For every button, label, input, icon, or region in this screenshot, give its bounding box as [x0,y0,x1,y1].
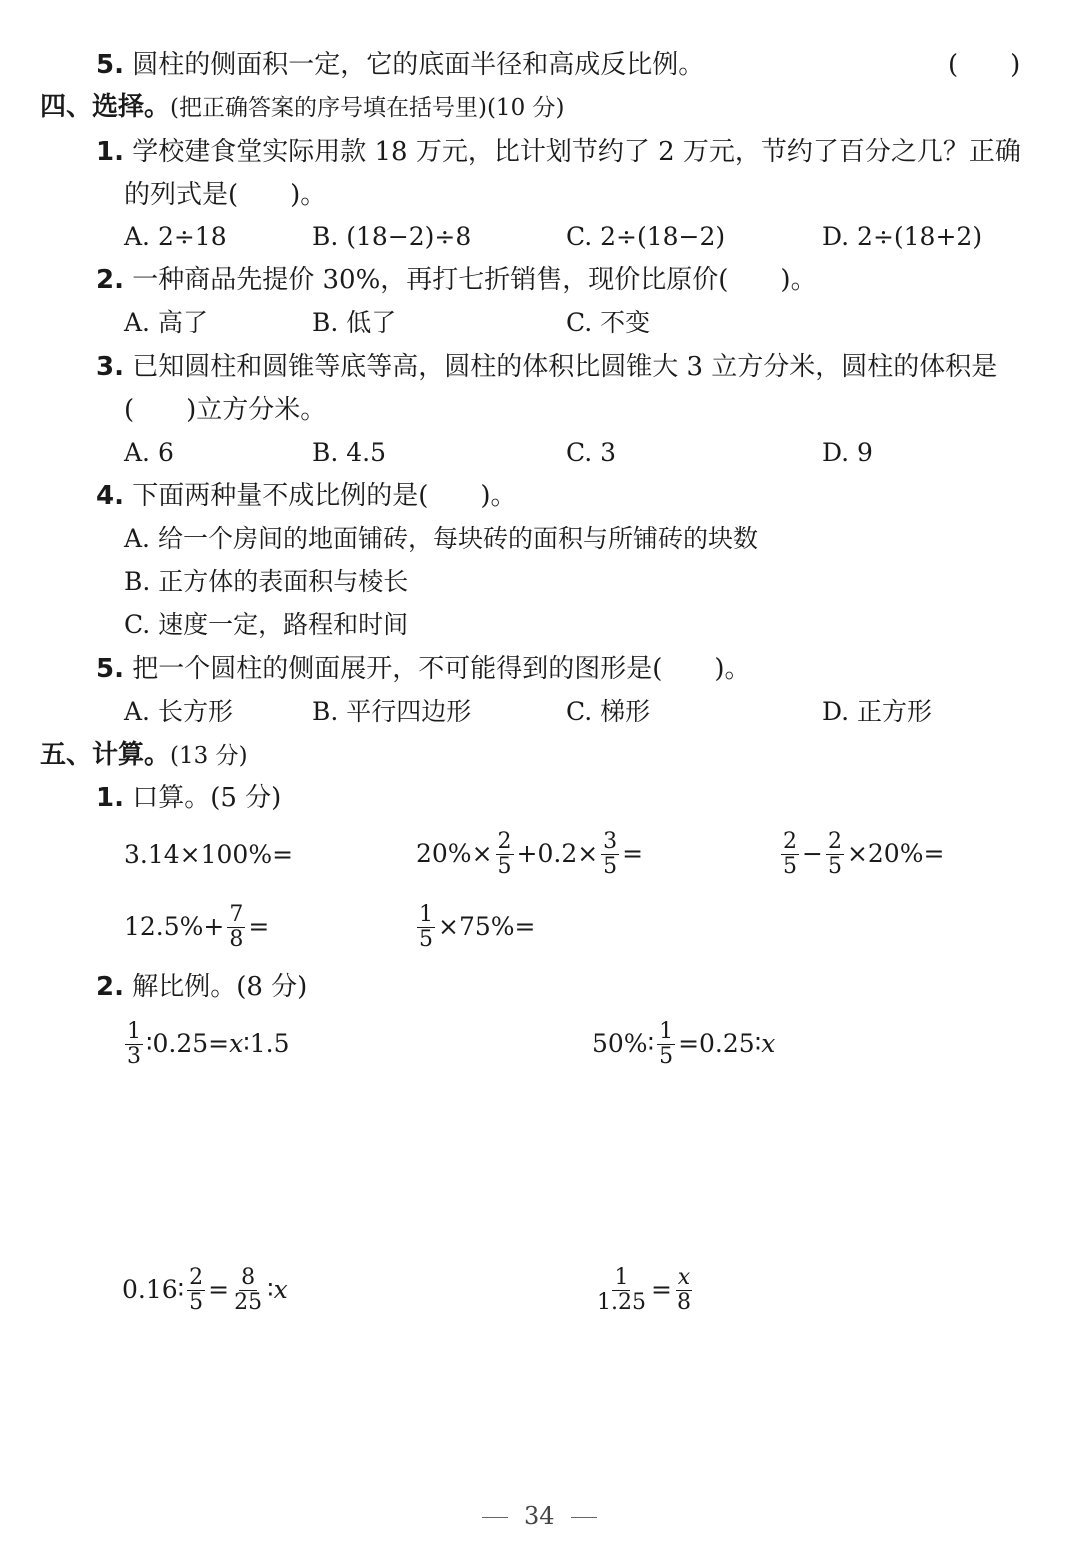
option-b[interactable]: B. 4.5 [312,438,387,467]
question-text: 学校建食堂实际用款 18 万元，比计划节约了 2 万元，节约了百分之几？正确 [132,137,1021,167]
denominator: 5 [603,853,618,879]
denominator: 3 [127,1043,141,1069]
expr-text: 3.14×100%= [124,840,294,869]
option-a[interactable]: A. 6 [124,438,174,467]
question-text-line2: 的列式是( )。 [124,180,327,210]
numerator: 1 [127,1018,141,1044]
question-text: 已知圆柱和圆锥等底等高，圆柱的体积比圆锥大 3 立方分米，圆柱的体积是 [132,352,998,382]
numerator: 2 [783,828,797,854]
section-five-heading [40,740,248,771]
expr-text: 12.5%+ [124,912,225,941]
expr-text: ∶1.5 [243,1029,290,1058]
option-a[interactable]: A. 2÷18 [124,222,227,251]
numerator: x [677,1264,691,1290]
oral-expr-1 [124,838,293,872]
fraction [227,903,245,952]
mc-question-1 [96,137,1021,167]
expr-text: 20%× [416,839,493,868]
option-b[interactable]: B. (18−2)÷8 [312,222,472,251]
option-d[interactable]: D. 9 [822,438,873,467]
denominator: 5 [827,853,842,879]
question-text: 把一个圆柱的侧面展开，不可能得到的图形是( )。 [132,654,751,684]
option-c[interactable]: C. 3 [566,438,617,467]
option-d[interactable]: D. 正方形 [822,697,933,726]
mc-question-2 [96,265,817,295]
numerator: 2 [189,1264,204,1290]
denominator: 8 [676,1289,691,1315]
denominator: 5 [783,853,797,879]
option-c[interactable]: C. 2÷(18−2) [566,222,726,251]
option-b[interactable]: B. 平行四边形 [312,697,472,726]
proportion-expr-3 [122,1262,288,1318]
fraction [826,830,844,879]
oral-calc-heading [96,783,281,813]
numerator: 8 [241,1264,256,1290]
fraction [232,1266,264,1315]
question-number: 3. [96,352,124,382]
option-a[interactable]: A. 高了 [124,308,208,337]
numerator: 3 [603,828,618,854]
question-number: 2. [96,972,124,1002]
section-title: 五、计算。 [40,740,171,770]
numerator: 1 [659,1018,674,1044]
expr-text: ∶ [267,1275,274,1304]
fraction [595,1266,648,1315]
section-four-heading [40,92,565,123]
page-footer [466,1502,613,1530]
oral-expr-4 [124,899,269,955]
expr-text: ×20%= [846,839,945,868]
numerator: 2 [497,828,512,854]
fraction [187,1266,205,1315]
answer-blank[interactable]: ( ) [948,50,1021,80]
expr-text: = [248,912,270,941]
fraction [417,903,435,952]
variable-x: x [761,1029,776,1058]
denominator: 8 [229,926,244,952]
numerator: 1 [614,1264,629,1290]
fraction [496,830,514,879]
proportion-expr-2 [592,1016,775,1072]
question-number: 5. [96,654,124,684]
oral-expr-2 [416,826,643,882]
question-number: 1. [96,137,124,167]
numerator: 2 [827,828,842,854]
variable-x: x [229,1029,244,1058]
option-b[interactable]: B. 正方体的表面积与棱长 [124,567,409,596]
option-a[interactable]: A. 长方形 [124,697,233,726]
question-text: 一种商品先提价 30%，再打七折销售，现价比原价( )。 [132,265,817,295]
question-text: 解比例。(8 分) [132,972,308,1002]
question-number: 4. [96,481,124,511]
denominator: 1.25 [597,1289,646,1315]
numerator: 1 [419,901,433,927]
proportion-heading [96,972,307,1002]
option-c[interactable]: C. 梯形 [566,697,651,726]
expr-text: = [650,1275,672,1304]
option-a[interactable]: A. 给一个房间的地面铺砖，每块砖的面积与所铺砖的块数 [124,524,758,553]
fraction [601,830,619,879]
footer-dash-left [482,1517,508,1518]
mc-question-5 [96,654,751,684]
question-text-line2: ( )立方分米。 [124,395,327,425]
expr-text: ∶0.25= [146,1029,230,1058]
question-number: 1. [96,783,124,813]
expr-text: 50%∶ [592,1029,655,1058]
question-text: 圆柱的侧面积一定，它的底面半径和高成反比例。 [132,50,705,80]
fraction [657,1020,675,1069]
expr-text: − [802,839,823,868]
question-number: 2. [96,265,124,295]
judge-item-5 [96,50,704,80]
oral-expr-3 [778,826,944,882]
option-c[interactable]: C. 速度一定，路程和时间 [124,610,409,639]
option-d[interactable]: D. 2÷(18+2) [822,222,983,251]
expr-text: +0.2× [516,839,599,868]
denominator: 5 [497,853,512,879]
section-note: (13 分) [170,743,248,769]
expr-text: =0.25∶ [678,1029,762,1058]
question-text: 口算。(5 分) [132,783,282,813]
denominator: 5 [419,926,433,952]
proportion-expr-1 [122,1016,290,1072]
numerator: 7 [229,901,244,927]
denominator: 25 [234,1289,263,1315]
expr-text: ×75%= [438,912,536,941]
option-c[interactable]: C. 不变 [566,308,651,337]
question-text: 下面两种量不成比例的是( )。 [132,481,517,511]
proportion-expr-4 [592,1262,696,1318]
mc-question-4 [96,481,517,511]
fraction [675,1266,693,1315]
denominator: 5 [659,1043,674,1069]
question-number: 5. [96,50,124,80]
mc-question-3 [96,352,997,382]
fraction [125,1020,143,1069]
section-title: 四、选择。 [40,92,171,122]
option-b[interactable]: B. 低了 [312,308,397,337]
section-note: (把正确答案的序号填在括号里)(10 分) [170,95,565,121]
expr-text: = [622,839,644,868]
variable-x: x [273,1275,288,1304]
footer-dash-right [571,1517,597,1518]
expr-text: = [208,1275,230,1304]
denominator: 5 [189,1289,204,1315]
page-number: 34 [524,1502,555,1530]
fraction [781,830,799,879]
expr-text: 0.16∶ [122,1275,185,1304]
oral-expr-5 [414,899,535,955]
